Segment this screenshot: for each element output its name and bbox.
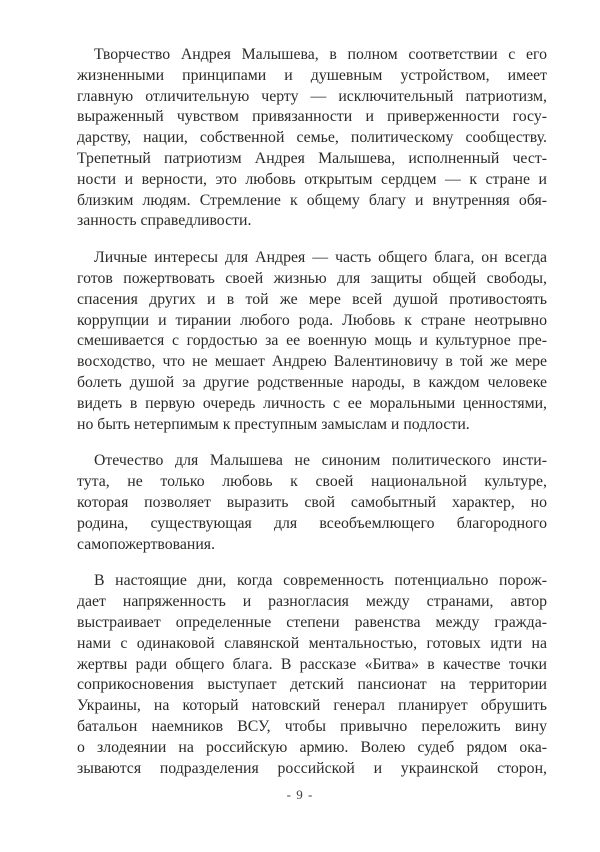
text-line: болеть душой за другие родственные народы, в каждом человеке: [77, 373, 547, 391]
text-line: тута, не только любовь к своей национальной культуре,: [77, 473, 547, 491]
text-line: Украины, на который натовский генерал планирует обрушить: [77, 697, 547, 715]
text-line: самопожертвования.: [77, 535, 216, 553]
text-line: Творчество Андрея Малышева, в полном соответствии с его: [94, 46, 547, 63]
text-line: близким людям. Стремление к общему благу и внутренняя обя-: [77, 191, 547, 209]
text-line: жертвы ради общего блага. В рассказе «Битва» в качестве точки: [77, 655, 547, 673]
paragraph: [77, 571, 547, 779]
paragraph: [77, 45, 547, 232]
text-line: выстраивает определенные степени равенства между гражда-: [77, 613, 547, 631]
text-line: выраженный чувством привязанности и приверженности госу-: [77, 108, 547, 126]
text-line: соприкосновения выступает детский пансионат на территории: [77, 676, 547, 694]
text-line: смешивается с гордостью за ее военную мощь и культурное пре-: [77, 332, 547, 350]
text-line: но быть нетерпимым к преступным замыслам и подлости.: [77, 415, 470, 433]
text-line: родина, существующая для всеобъемлющего благородного: [77, 514, 547, 532]
text-line: ности и верности, это любовь открытым сердцем — к стране и: [77, 170, 547, 188]
paragraph: [77, 248, 547, 435]
text-line: Отечество для Малышева не синоним политического инсти-: [94, 452, 547, 470]
text-line: батальон наемников ВСУ, чтобы привычно переложить вину: [77, 717, 547, 735]
text-line: о злодеянии на российскую армию. Волею судеб рядом ока-: [77, 738, 547, 756]
page-text: [77, 45, 547, 795]
text-line: дарству, нации, собственной семье, политическому сообществу.: [77, 129, 547, 147]
text-line: восходство, что не мешает Андрею Валентиновичу в той же мере: [77, 353, 547, 371]
text-line: спасения других и в той же мере всей душой противостоять: [77, 290, 547, 308]
text-line: В настоящие дни, когда современность потенциально порож-: [94, 572, 547, 590]
text-line: главную отличительную черту — исключительный патриотизм,: [77, 87, 547, 105]
paragraph: [77, 451, 547, 555]
text-line: жизненными принципами и душевным устройством, имеет: [77, 66, 547, 84]
text-line: Личные интересы для Андрея — часть общего блага, он всегда: [94, 249, 547, 267]
text-line: Трепетный патриотизм Андрея Малышева, исполненный чест-: [77, 149, 547, 167]
text-line: занность справедливости.: [77, 212, 252, 230]
text-line: готов пожертвовать своей жизнью для защиты общей свободы,: [77, 269, 547, 287]
text-line: коррупции и тирании любого рода. Любовь к стране неотрывно: [77, 311, 547, 329]
text-line: нами с одинаковой славянской ментальностью, готовых идти на: [77, 634, 547, 652]
page-number: - 9 -: [286, 787, 314, 802]
text-line: которая позволяет выразить свой самобытный характер, но: [77, 493, 547, 511]
text-line: дает напряженность и разногласия между странами, автор: [77, 593, 547, 611]
text-line: зываются подразделения российской и украинской сторон,: [77, 759, 547, 777]
text-line: видеть в первую очередь личность с ее моральными ценностями,: [77, 394, 547, 412]
